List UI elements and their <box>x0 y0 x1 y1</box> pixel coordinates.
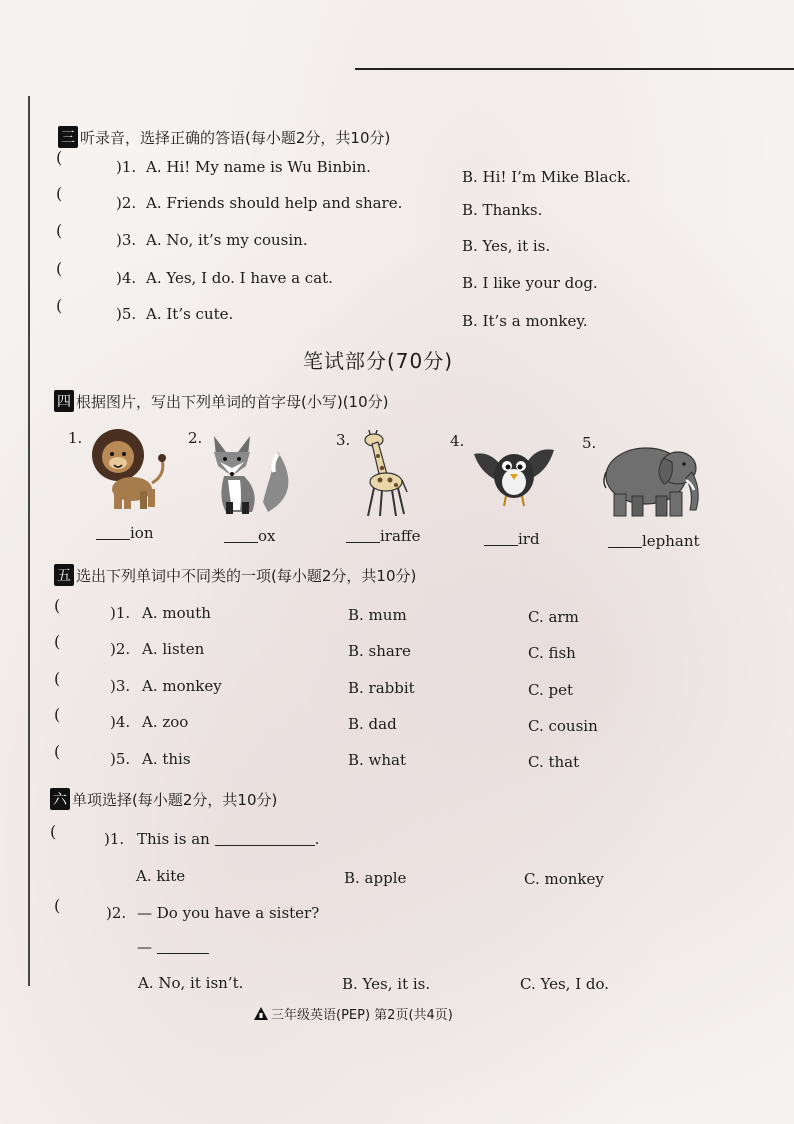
left-margin-rule <box>28 96 30 986</box>
s5-q1-option-b: B. mum <box>348 606 407 624</box>
s4-item5-blank[interactable] <box>608 533 642 548</box>
s6-q1-option-a: A. kite <box>136 867 186 885</box>
s5-q2-num: )2. <box>110 640 131 658</box>
elephant-icon <box>602 438 708 520</box>
s3-q2-num: )2. <box>116 194 137 212</box>
s5-q4-num: )4. <box>110 713 131 731</box>
section4-title: 根据图片，写出下列单词的首字母(小写)(10分) <box>76 393 389 411</box>
s3-q5-num: )5. <box>116 305 137 323</box>
s4-item1-answer[interactable] <box>96 524 154 542</box>
s4-item5-answer[interactable] <box>608 532 700 550</box>
s3-q2-paren[interactable]: ( <box>56 184 63 203</box>
s3-q4-paren[interactable]: ( <box>56 259 63 278</box>
s4-item4-blank[interactable] <box>484 531 518 546</box>
s6-q1-period: . <box>314 830 320 848</box>
s5-q4-option-b: B. dad <box>348 715 397 733</box>
s5-q3-option-c: C. pet <box>528 681 573 699</box>
s5-q3-paren[interactable]: ( <box>54 669 61 688</box>
s5-q3-num: )3. <box>110 677 131 695</box>
s4-item1-num: 1. <box>68 429 83 447</box>
s6-q2-paren[interactable]: ( <box>54 896 61 915</box>
s4-item5-num: 5. <box>582 434 597 452</box>
bird-icon <box>472 436 556 510</box>
triangle-logo-icon <box>254 1007 268 1020</box>
s4-item2-suffix: ox <box>258 527 276 545</box>
lion-icon <box>88 425 170 513</box>
section3-number: 三 <box>58 126 78 148</box>
s5-q5-option-b: B. what <box>348 751 407 769</box>
s6-q1-option-c: C. monkey <box>524 870 604 888</box>
s3-q3-option-a: A. No, it’s my cousin. <box>146 231 308 249</box>
s6-q2-num: )2. <box>106 904 127 922</box>
s6-q2-option-a: A. No, it isn’t. <box>138 974 244 992</box>
s4-item3-suffix: iraffe <box>380 527 421 545</box>
section3-title: 听录音，选择正确的答语(每小题2分，共10分) <box>80 129 391 147</box>
s6-q1-option-b: B. apple <box>344 869 407 887</box>
s4-item2-num: 2. <box>188 429 203 447</box>
section3-heading <box>58 126 390 148</box>
s6-q2-answer-line[interactable] <box>137 938 209 956</box>
s5-q4-paren[interactable]: ( <box>54 705 61 724</box>
s3-q1-num: )1. <box>116 158 137 176</box>
s3-q4-option-a: A. Yes, I do. I have a cat. <box>146 269 333 287</box>
s6-q1-stem <box>137 830 319 848</box>
s5-q3-option-b: B. rabbit <box>348 679 415 697</box>
s5-q5-option-c: C. that <box>528 753 580 771</box>
s5-q2-paren[interactable]: ( <box>54 632 61 651</box>
s5-q2-option-a: A. listen <box>142 640 205 658</box>
s6-q1-num: )1. <box>104 830 125 848</box>
s3-q5-option-a: A. It’s cute. <box>146 305 234 323</box>
section5-heading <box>54 564 416 586</box>
section4-heading <box>54 390 389 412</box>
s6-q2-blank[interactable] <box>157 939 209 954</box>
s3-q3-num: )3. <box>116 231 137 249</box>
s5-q3-option-a: A. monkey <box>142 677 222 695</box>
s5-q5-paren[interactable]: ( <box>54 742 61 761</box>
s4-item5-suffix: lephant <box>642 532 700 550</box>
s5-q2-option-c: C. fish <box>528 644 576 662</box>
s5-q1-option-a: A. mouth <box>142 604 211 622</box>
s6-q2-dash: — <box>137 938 152 956</box>
s3-q5-option-b: B. It’s a monkey. <box>462 312 588 330</box>
s4-item4-answer[interactable] <box>484 530 540 548</box>
s3-q3-paren[interactable]: ( <box>56 221 63 240</box>
s3-q4-option-b: B. I like your dog. <box>462 274 598 292</box>
s3-q3-option-b: B. Yes, it is. <box>462 237 551 255</box>
s3-q1-option-b: B. Hi! I’m Mike Black. <box>462 168 631 186</box>
s4-item1-blank[interactable] <box>96 525 130 540</box>
s4-item3-blank[interactable] <box>346 528 380 543</box>
s6-q2-option-b: B. Yes, it is. <box>342 975 431 993</box>
s6-q2-option-c: C. Yes, I do. <box>520 975 610 993</box>
fox-icon <box>208 432 298 518</box>
s5-q5-num: )5. <box>110 750 131 768</box>
s4-item4-suffix: ird <box>518 530 540 548</box>
s5-q2-option-b: B. share <box>348 642 411 660</box>
page-footer <box>254 1004 453 1023</box>
s6-q1-stem-text: This is an <box>137 830 210 848</box>
s4-item2-blank[interactable] <box>224 528 258 543</box>
section4-number: 四 <box>54 390 74 412</box>
section5-title: 选出下列单词中不同类的一项(每小题2分，共10分) <box>76 567 417 585</box>
s6-q1-blank[interactable] <box>215 831 315 846</box>
section6-heading <box>50 788 277 810</box>
s5-q4-option-c: C. cousin <box>528 717 598 735</box>
s5-q4-option-a: A. zoo <box>142 713 189 731</box>
section6-title: 单项选择(每小题2分，共10分) <box>72 791 278 809</box>
s6-q2-stem: — Do you have a sister? <box>137 904 320 922</box>
section5-number: 五 <box>54 564 74 586</box>
s3-q2-option-b: B. Thanks. <box>462 201 543 219</box>
s5-q1-option-c: C. arm <box>528 608 579 626</box>
top-rule <box>355 68 794 70</box>
s4-item2-answer[interactable] <box>224 527 276 545</box>
s4-item4-num: 4. <box>450 432 465 450</box>
s3-q2-option-a: A. Friends should help and share. <box>146 194 403 212</box>
s4-item1-suffix: ion <box>130 524 154 542</box>
s5-q1-num: )1. <box>110 604 131 622</box>
s4-item3-answer[interactable] <box>346 527 420 545</box>
giraffe-icon <box>358 430 408 518</box>
s3-q1-paren[interactable]: ( <box>56 148 63 167</box>
s3-q1-option-a: A. Hi! My name is Wu Binbin. <box>146 158 371 176</box>
s5-q1-paren[interactable]: ( <box>54 596 61 615</box>
s3-q5-paren[interactable]: ( <box>56 296 63 315</box>
s3-q4-num: )4. <box>116 269 137 287</box>
footer-text: 三年级英语(PEP) 第2页(共4页) <box>271 1008 453 1023</box>
s5-q5-option-a: A. this <box>142 750 191 768</box>
written-part-title: 笔试部分(70分) <box>303 349 454 373</box>
s4-item3-num: 3. <box>336 431 351 449</box>
section6-number: 六 <box>50 788 70 810</box>
s6-q1-paren[interactable]: ( <box>50 822 57 841</box>
